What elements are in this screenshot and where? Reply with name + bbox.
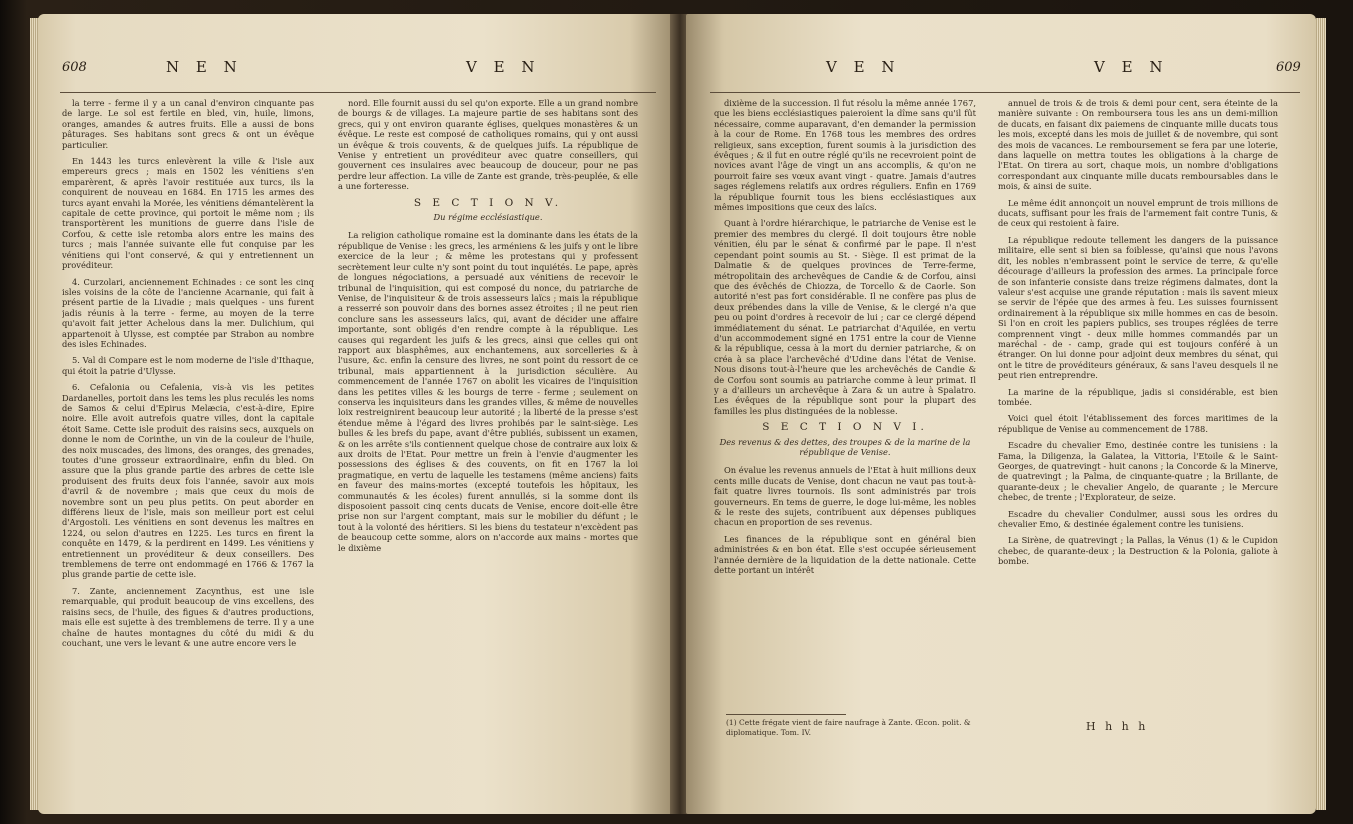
signature-mark: H h h h [1086,720,1149,733]
running-head: N E N [166,58,243,76]
paragraph: 6. Cefalonia ou Cefalenia, vis-à vis les petites Dardanelles, portoit dans les tems les plus reculés les noms de Samos & celui d'Epirus Melæcia, c'est-à-dire, Epire noire. Elle avoit autrefois quatre villes, dont la capitale étoit Same. Cette isle produit des raisins secs, auxquels on donne le nom de Corinthe, un vin de la couleur de l'huile, des noix muscades, des limons, des oranges, des grenades, toutes d'une grosseur extraordinaire, enfin du bled. On assure que la plus grande partie des arbres de cette isle produisent des fruits deux fois l'année, savoir aux mois d'avril & de novembre ; mais que ceux du mois de novembre sont un peu plus petits. On peut aborder en différens lieux de l'isle, mais son meilleur port est celui d'Argostoli. Les vénitiens en sont devenus les maîtres en 1224, ou selon d'autres en 1225. Les turcs en firent la conquête en 1479, & la perdirent en 1499. Les vénitiens y entretiennent un provéditeur & deux conseillers. Des tremblemens de terre ont endommagé en 1766 & 1767 la plus grande partie de cette isle. [62,382,314,580]
text-column-2 [338,98,638,748]
running-head: V E N [466,58,541,76]
paragraph: La religion catholique romaine est la dominante dans les états de la république de Venise : les grecs, les arméniens & les juifs y ont le libre exercice de la leur ; & même les protestans qui y professent secrètement leur culte n'y sont point du tout inquiétés. Le pape, après de longues négociations, a persuadé aux vénitiens de recevoir le tribunal de l'inquisition, qui est composé du nonce, du patriarche de Venise, de l'inquisiteur & de trois assesseurs laïcs ; mais la république a resserré son pouvoir dans des bornes assez étroites ; il ne peut rien conclure sans les assesseurs laïcs, qui, avant de décider une affaire importante, sont obligés d'en rendre compte à la république. Les causes qui regardent les juifs & les grecs, ainsi que celles qui ont rapport aux blasphêmes, aux enchantemens, aux sorcelleries & à l'usure, &c. enfin la censure des livres, ne sont point du ressort de ce tribunal, mais appartiennent à la jurisdiction séculière. Au commencement de l'année 1767 on abolit les vicaires de l'inquisition dans les petites villes & les bourgs de terre - ferme ; seulement on conserva les inquisiteurs dans les grandes villes, & même de nouvelles loix restreignirent beaucoup leur autorité ; la liberté de la presse s'est étendue même à l'égard des livres prohibés par le saint-siège. Les bulles & les brefs du pape, avant d'être publiés, subissent un examen, & on les arrête s'ils contiennent quelque chose de contraire aux loix & aux droits de l'Etat. Pour mettre un frein à l'envie d'augmenter les possessions des églises & des couvents, on fit en 1767 la loi pragmatique, en vertu de laquelle les testamens (même anciens) faits en faveur des mains-mortes (excepté toutefois les hôpitaux, les communautés & les écoles) furent annullés, si la somme dont ils disposoient passoit cinq cents ducats de Venise, encore doit-elle être prise non sur l'argent comptant, mais sur le mobilier du défunt ; le tout à la volonté des héritiers. Si les biens du testateur n'excèdent pas de beaucoup cette somme, alors on n'accorde aux mains - mortes que le dixième [338,230,638,553]
paragraph: 5. Val di Compare est le nom moderne de l'isle d'Ithaque, qui étoit la patrie d'Ulysse. [62,355,314,376]
paragraph: Quant à l'ordre hiérarchique, le patriarche de Venise est le premier des membres du clergé. Il doit toujours être noble vénitien, élu par le sénat & confirmé par le pape. Il n'est cependant point soumis au St. - Siège. Il est primat de la Dalmatie & de quelques provinces de Terre-ferme, métropolitain des archevêques de Candie & de Corfou, ainsi que des évêchés de Chiozza, de Torcello & de Caorle. Son autorité n'est pas fort considérable. Il ne confère pas plus de deux prébendes dans la ville de Venise, & le clergé n'a que peu ou point d'ordres à recevoir de lui ; car ce clergé dépend immédiatement du sénat. Le patriarchat d'Aquilée, en vertu d'un accommodement signé en 1751 entre la cour de Vienne & la république, cessa à la mort du dernier patriarche, & on créa à sa place l'archevêché d'Udine dans l'état de Venise. Nous disons tout-à-l'heure que les archevêchés de Candie & de Corfou sont soumis au patriarche comme à leur primat. Il y a d'ailleurs un archevêque à Zara & un autre à Spalatro. Les évêques de la république sont pour la plupart des familles les plus distinguées de la noblesse. [714,218,976,416]
paragraph: La Sirène, de quatrevingt ; la Pallas, la Vénus (1) & le Cupidon chebec, de quarante-deux ; la Destruction & la Polonia, galiote à bombe. [998,535,1278,567]
paragraph: la terre - ferme il y a un canal d'environ cinquante pas de large. Le sol est fertile en bled, vin, huile, limons, oranges, amandes & autres fruits. Elle a aussi de bons pâturages. Ses habitans sont grecs & ont un évêque particulier. [62,98,314,150]
text-column-1 [714,98,976,748]
text-column-1 [62,98,314,748]
text-column-2 [998,98,1278,708]
section-subtitle: Des revenus & des dettes, des troupes & de la marine de la république de Venise. [719,436,971,457]
paragraph: annuel de trois & de trois & demi pour cent, sera éteinte de la manière suivante : On remboursera tous les ans un demi-million de ducats, en faisant dix paiemens de cinquante mille ducats tous les mois, excepté dans les mois de juillet & de novembre, qui sont des mois de vacances. Le remboursement se fera par une loterie, dans laquelle on mettra toutes les obligations à la charge de l'Etat. On tirera au sort, chaque mois, un nombre d'obligations correspondant aux cinquante mille ducats remboursables dans le mois, & ainsi de suite. [998,98,1278,192]
left-page [38,14,674,814]
paragraph: 4. Curzolari, anciennement Echinades : ce sont les cinq isles voisins de la côte de l'ancienne Acarnanie, qui fait à présent partie de la Livadie ; mais quelques - uns furent jadis réunis à la terre - ferme, au moyen de la terre qu'avoit fait jetter Achelous dans la mer. Dulichium, qui appartenoit à Ulysse, est comptée par Strabon au nombre des isles Echinades. [62,276,314,349]
paragraph: Voici quel étoit l'établissement des forces maritimes de la république de Venise au commencement de 1788. [998,413,1278,434]
paragraph: En 1443 les turcs enlevèrent la ville & l'isle aux empereurs grecs ; mais en 1502 les vénitiens s'en emparèrent, & après l'avoir restituée aux turcs, ils la conquirent de nouveau en 1684. En 1715 les armes des turcs ayant envahi la Morée, les vénitiens démantelèrent la capitale de cette province, qui portoit le même nom ; ils transportèrent les munitions de guerre dans l'isle de Corfou, & cette isle retomba alors entre les mains des turcs ; mais l'année suivante elle fut conquise par les vénitiens qui l'ont conservé, & qui y entretiennent un provéditeur. [62,156,314,271]
header-rule [710,92,1300,93]
header-rule [60,92,656,93]
paragraph: Escadre du chevalier Condulmer, aussi sous les ordres du chevalier Emo, & destinée également contre les tunisiens. [998,508,1278,530]
paragraph: La république redoute tellement les dangers de la puissance militaire, elle sent si bien sa foiblesse, qu'ainsi que nous l'avons dit, les nobles n'embrassent point le service de terre, & qu'elle décourage d'ailleurs la profession des armes. La principale force de son infanterie consiste dans treize régimens dalmates, dont la valeur s'est acquise une grande réputation : mais ils savent mieux se servir de l'épée que des armes à feu. Les suisses fournissent ordinairement à la république six mille hommes en cas de besoin. Si l'on en croit les papiers publics, ses troupes réglées de terre comprennent vingt - deux mille hommes commandés par un maréchal - de - camp, grade qui est toujours conféré à un étranger. On lui donne pour adjoint deux membres du sénat, qui ont le titre de provéditeurs généraux, & sans l'aveu desquels il ne peut rien entreprendre. [998,234,1278,381]
paragraph: Le même édit annonçoit un nouvel emprunt de trois millions de ducats, suffisant pour les frais de l'armement fait contre Tunis, & de ceux qui restoient à faire. [998,197,1278,229]
running-head: V E N [1094,58,1169,76]
page-edge-right [1316,18,1326,810]
section-heading: S E C T I O N V. [413,196,563,209]
section-heading: S E C T I O N V I. [762,421,928,434]
paragraph: Les finances de la république sont en général bien administrées & en bon état. Elle s'est occupée sérieusement l'année dernière de la liquidation de la dette nationale. Cette dette portant un intérêt [714,533,976,576]
footnote-rule [726,714,846,715]
paragraph: nord. Elle fournit aussi du sel qu'on exporte. Elle a un grand nombre de bourgs & de villages. La majeure partie de ses habitans sont des grecs, qui y ont environ quarante églises, quelques monastères & un évêque. Le reste est composé de catholiques romains, qui y ont aussi un évêque & trois couvents, & de quelques juifs. La république de Venise y entretient un provéditeur avec quatre conseillers, qui gouvernent ces insulaires avec beaucoup de douceur, pour ne pas perdre leur affection. La ville de Zante est grande, très-peuplée, & elle a une forteresse. [338,98,638,192]
right-page [686,14,1316,814]
paragraph: On évalue les revenus annuels de l'Etat à huit millions deux cents mille ducats de Venise, dont chacun ne vaut pas tout-à-fait quatre livres tournois. Ils sont administrés par trois gouverneurs. En tems de guerre, le doge lui-même, les nobles & le reste des sujets, contribuent aux dépenses publiques chacun en proportion de ses revenus. [714,465,976,528]
page-number: 609 [1276,60,1301,75]
section-subtitle: Du régime ecclésiastique. [433,212,543,223]
paragraph: La marine de la république, jadis si considérable, est bien tombée. [998,386,1278,407]
running-head: V E N [826,58,901,76]
footnote: (1) Cette frégate vient de faire naufrage à Zante. Œcon. polit. & diplomatique. Tom. IV. [726,718,971,737]
paragraph: 7. Zante, anciennement Zacynthus, est une isle remarquable, qui produit beaucoup de vins excellens, des raisins secs, de l'huile, des figues & d'autres productions, mais elle est sujette à des tremblemens de terre. Il y a une chaîne de hautes montagnes du côté du midi & du couchant, une vers le levant & une autre encore vers le [62,585,314,648]
paragraph: dixième de la succession. Il fut résolu la même année 1767, que les biens ecclésiastiques paieroient la dîme sans qu'il fût nécessaire, comme auparavant, d'en demander la permission à la cour de Rome. En 1768 tous les membres des ordres religieux, sans exception, furent soumis à la jurisdiction des évêques ; & il fut en outre réglé qu'ils ne recevroient point de novices avant l'âge de vingt un ans accomplis, & qu'on ne pourroit faire ses vœux avant vingt - quatre. Jamais d'autres sages réglemens relatifs aux ordres réguliers. Enfin en 1769 la république fournit tous les biens ecclésiastiques aux mêmes impositions que ceux des laïcs. [714,98,976,213]
page-number: 608 [62,60,87,75]
paragraph: Escadre du chevalier Emo, destinée contre les tunisiens : la Fama, la Diligenza, la Galatea, la Vittoria, l'Etoile & le Saint-Georges, de quatrevingt - huit canons ; la Concorde & la Minerve, de quatrevingt ; la Palma, de cinquante-quatre ; la Brillante, de quarante-deux ; le chevalier Angelo, de quarante ; le Mercure chebec, de trente ; l'Explorateur, de seize. [998,440,1278,503]
